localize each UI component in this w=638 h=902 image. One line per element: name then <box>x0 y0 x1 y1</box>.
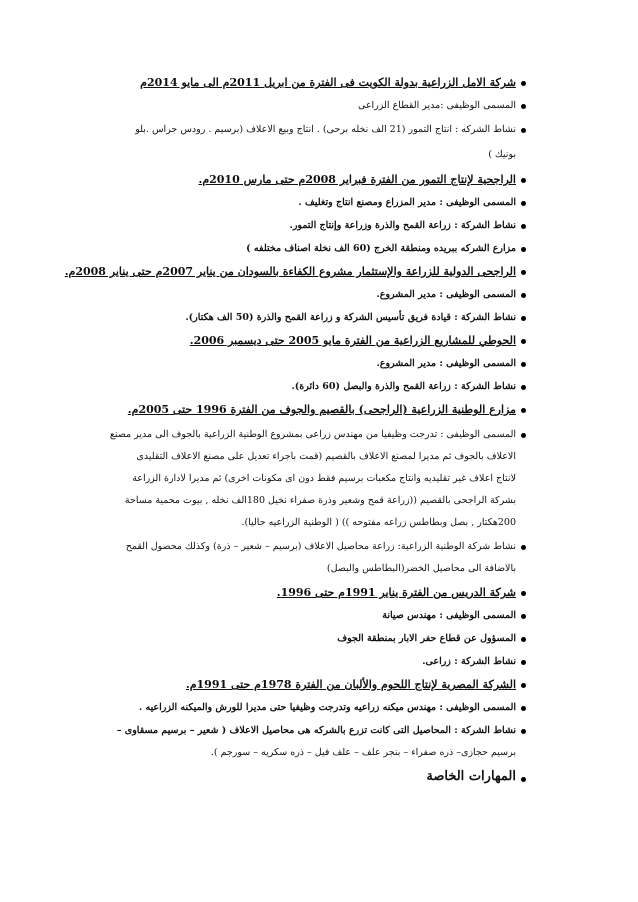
job-heading-drees: شركة الدريس من الفترة يناير 1991م حتى 1996. <box>276 586 516 599</box>
company-activity: نشاط الشركة : المحاصيل التى كانت تزرع بالشركه هى محاصيل الاعلاف ( شعير – برسيم مسقاوى – <box>116 725 516 736</box>
job-heading-rajhi-dates: الراجحية لإنتاج التمور من الفترة فبراير 2008م حتى مارس 2010م. <box>198 173 516 186</box>
job-title: المسمى الوظيفى : مدير المشروع. <box>376 289 516 300</box>
bullet <box>521 385 526 390</box>
bullet <box>521 247 526 252</box>
bullet <box>521 637 526 642</box>
bullet <box>521 316 526 321</box>
job-title-cont: الاعلاف بالجوف ثم مديرا لمصنع الاعلاف بالقصيم (قمت باجراء تعديل على مصنع الاعلاف التقليدى <box>136 451 516 462</box>
company-activity-cont: بونيك ) <box>488 149 516 160</box>
bullet <box>521 128 526 133</box>
job-title: المسمى الوظيفى :مدير القطاع الزراعى <box>357 100 516 111</box>
bullet <box>521 408 526 413</box>
company-activity-cont: بالاضافة الى محاصيل الخضر(البطاطس والبصل) <box>326 563 516 574</box>
bullet <box>521 339 526 344</box>
bullet <box>521 591 526 596</box>
bullet <box>521 270 526 275</box>
bullet <box>521 81 526 86</box>
job-heading-watania: مزارع الوطنية الزراعية (الراجحى) بالقصيم والجوف من الفترة 1996 حتى 2005م. <box>127 403 516 416</box>
bullet <box>521 777 526 782</box>
job-heading-egyptian: الشركة المصرية لإنتاج اللحوم والألبان من الفترة 1978م حتى 1991م. <box>185 678 516 691</box>
bullet <box>521 614 526 619</box>
job-title: المسمى الوظيفى : مدير المشروع. <box>376 358 516 369</box>
job-title: المسمى الوظيفى : تدرجت وظيفيا من مهندس زراعى بمشروع الوطنية الزراعية بالجوف الى مدير مصنع <box>109 429 516 440</box>
bullet <box>521 729 526 734</box>
job-title: المسمى الوظيفى : مهندس صيانة <box>382 610 516 621</box>
job-title-cont: بشركة الراجحى بالقصيم ((زراعة قمح وشعير وذرة صفراء نخيل 180الف نخله , بيوت محمية مساحة <box>124 495 516 506</box>
job-title: المسمى الوظيفى : مدير المزراع ومصنع انتاج وتغليف . <box>298 197 516 208</box>
job-title-cont: لانتاج اعلاف غير تقليديه وانتاج مكعبات برسيم فقط دون اى مكونات اخرى) ثم مديرا لادارة الزراعة <box>132 473 516 484</box>
job-heading-rajhi-sudan: الراجحى الدولية للزراعة والإستثمار مشروع الكفاءة بالسودان من يناير 2007م حتى يناير 2008م. <box>64 265 516 278</box>
bullet <box>521 706 526 711</box>
company-farms: مزارع الشركه ببريده ومنطقة الخرج (60 الف نخلة اصناف مختلفه ) <box>246 243 516 254</box>
company-activity-cont: برسيم حجازى– ذره صفراء – بنجر علف – علف فيل – ذره سكريه – سورجم ). <box>210 747 516 758</box>
bullet <box>521 683 526 688</box>
bullet <box>521 178 526 183</box>
bullet <box>521 293 526 298</box>
bullet <box>521 362 526 367</box>
company-activity: نشاط الشركة : زراعة القمح والذرة وزراعة وإنتاج التمور. <box>289 220 516 231</box>
job-title: المسمى الوظيفى : مهندس ميكنه زراعيه وتدرجت وظيفيا حتى مديرا للورش والميكنه الزراعيه . <box>138 702 516 713</box>
company-activity: نشاط شركة الوطنية الزراعية: زراعة محاصيل الاعلاف (برسيم – شعير – ذرة) وكذلك محصول القمح <box>125 541 516 552</box>
bullet <box>521 433 526 438</box>
job-heading-hawti: الحوطي للمشاريع الزراعية من الفترة مايو 2005 حتى ديسمبر 2006. <box>189 334 516 347</box>
bullet <box>521 660 526 665</box>
bullet <box>521 224 526 229</box>
company-activity: نشاط الشركه : انتاج التمور (21 الف نخله برحى) . انتاج وبيع الاعلاف (برسيم . رودس جراس .بلو <box>135 124 516 135</box>
bullet <box>521 545 526 550</box>
company-activity: نشاط الشركة : قيادة فريق تأسيس الشركة و زراعة القمح والذرة (50 الف هكتار). <box>185 312 516 323</box>
job-title-cont: 200هكتار , بصل وبطاطس زراعه مفتوحه )) ( الوطنية الزراعيه حاليا). <box>241 517 516 528</box>
company-activity: نشاط الشركة : زراعة القمح والذرة والبصل (60 دائرة). <box>291 381 516 392</box>
job-heading-alamal: شركة الامل الزراعية بدولة الكويت فى الفترة من ابريل 2011م الى مايو 2014م <box>140 76 516 89</box>
company-activity: نشاط الشركة : زراعى. <box>422 656 516 667</box>
bullet <box>521 201 526 206</box>
section-heading-skills: المهارات الخاصة <box>426 769 516 784</box>
responsibility: المسؤول عن قطاع حفر الابار بمنطقة الجوف <box>337 633 516 644</box>
bullet <box>521 104 526 109</box>
